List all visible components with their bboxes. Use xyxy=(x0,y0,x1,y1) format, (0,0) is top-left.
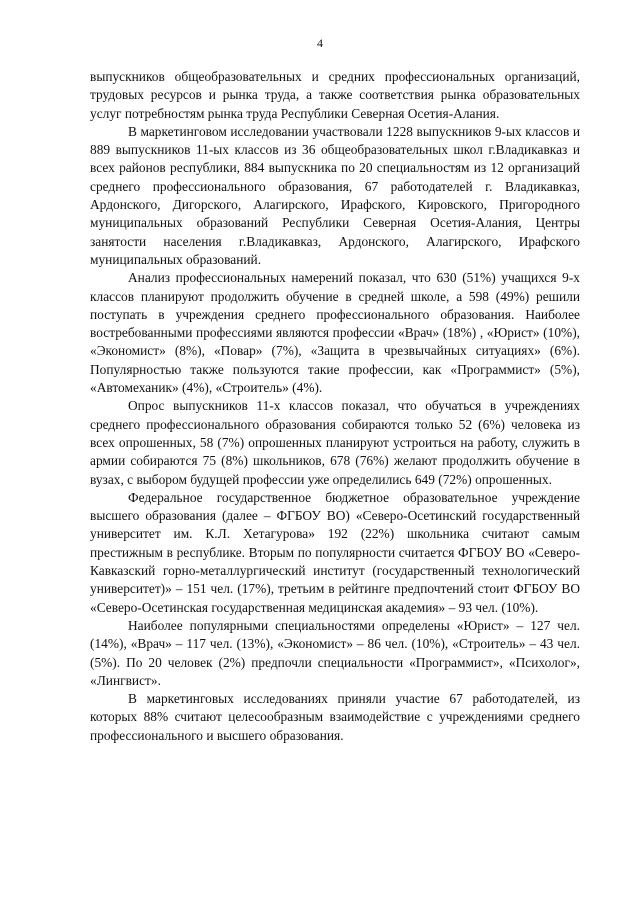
body-text xyxy=(90,68,580,745)
paragraph-6: Наиболее популярными специальностями определены «Юрист» – 127 чел. (14%), «Врач» – 117 чел. (13%), «Экономист» – 86 чел. (10%), «Строитель» – 43 чел. (5%). По 20 человек (2%) предпочли специальности «Программист», «Психолог», «Лингвист». xyxy=(90,617,580,688)
paragraph-1: выпускников общеобразовательных и средних профессиональных организаций, трудовых ресурсов и рынка труда, а также соответствия рынка образовательных услуг потребностям рынка труда Республики Северная Осетия-Алания. xyxy=(90,69,580,121)
paragraph-4: Опрос выпускников 11-х классов показал, что обучаться в учреждениях среднего профессионального образования собираются только 52 (6%) человека из всех опрошенных, 58 (7%) опрошенных планируют устроиться на работу, служить в армии собираются 75 (8%) школьников, 678 (76%) желают продолжить обучение в вузах, с выбором будущей профессии уже определились 649 (72%) опрошенных. xyxy=(90,398,580,487)
page-number: 4 xyxy=(317,36,323,50)
paragraph-2: В маркетинговом исследовании участвовали 1228 выпускников 9-ых классов и 889 выпускников 11-ых классов из 36 общеобразовательных школ г.Владикавказ и всех районов республики, 884 выпускника по 20 специальностям из 12 организаций среднего профессионального образования, 67 работодателей г. Владикавказ, Ардонского, Дигорского, Алагирского, Ирафского, Кировского, Пригородного муниципальных образований Республики Северная Осетия-Алания, Центры занятости населения г.Владикавказ, Ардонского, Алагирского, Ирафского муниципальных образований. xyxy=(90,123,580,267)
paragraph-7: В маркетинговых исследованиях приняли участие 67 работодателей, из которых 88% считают целесообразным взаимодействие с учреждениями среднего профессионального и высшего образования. xyxy=(90,691,580,743)
paragraph-3: Анализ профессиональных намерений показал, что 630 (51%) учащихся 9-х классов планируют продолжить обучение в средней школе, а 598 (49%) решили поступать в учреждения среднего профессионального образования. Наиболее востребованными профессиями являются профессии «Врач» (18%) , «Юрист» (10%), «Экономист» (8%), «Повар» (7%), «Защита в чрезвычайных ситуациях» (6%). Популярностью также пользуются такие профессии, как «Программист» (5%), «Автомеханик» (4%), «Строитель» (4%). xyxy=(90,270,580,396)
paragraph-5: Федеральное государственное бюджетное образовательное учреждение высшего образования (далее – ФГБОУ ВО) «Северо-Осетинский государственный университет им. К.Л. Хетагурова» 192 (22%) школьника считают самым престижным в республике. Вторым по популярности считается ФГБОУ ВО «Северо-Кавказский горно-металлургический институт (государственный технологический университет)» – 151 чел. (17%), третьим в рейтинге предпочтений стоит ФГБОУ ВО «Северо-Осетинская государственная медицинская академия» – 93 чел. (10%). xyxy=(90,489,580,615)
